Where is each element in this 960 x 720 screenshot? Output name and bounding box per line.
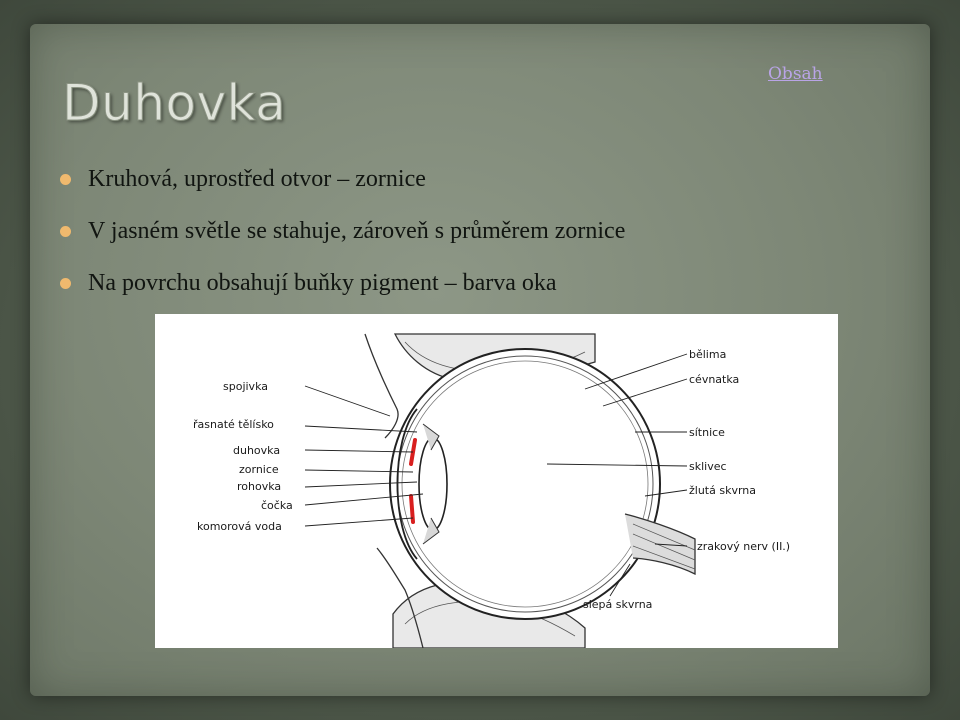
label-zornice: zornice xyxy=(239,463,279,476)
label-cevnatka: cévnatka xyxy=(689,373,740,386)
label-rohovka: rohovka xyxy=(237,480,282,493)
bullet-icon xyxy=(60,278,71,289)
contents-link[interactable]: Obsah xyxy=(768,64,823,84)
label-slepa-skvrna: slepá skvrna xyxy=(583,598,653,611)
bullet-text: Na povrchu obsahují buňky pigment – barva oka xyxy=(88,270,557,296)
eye-diagram-svg xyxy=(155,314,838,648)
label-komorova-voda: komorová voda xyxy=(197,520,282,533)
label-zluta-skvrna: žlutá skvrna xyxy=(689,484,757,497)
bullet-text: Kruhová, uprostřed otvor – zornice xyxy=(88,166,426,192)
label-sklivec: sklivec xyxy=(689,460,727,473)
eyelid-upper xyxy=(365,334,398,438)
eye-diagram xyxy=(155,314,838,648)
label-rasnate-telisko: řasnaté tělísko xyxy=(193,418,274,431)
bullet-item xyxy=(60,166,625,192)
bullet-list xyxy=(60,166,625,322)
label-zrakovy-nerv: zrakový nerv (II.) xyxy=(697,540,791,553)
lens xyxy=(419,438,447,530)
label-duhovka: duhovka xyxy=(233,444,281,457)
bullet-icon xyxy=(60,226,71,237)
bullet-item xyxy=(60,218,625,244)
bullet-text: V jasném světle se stahuje, zároveň s průměrem zornice xyxy=(88,218,626,244)
slide-title: Duhovka xyxy=(62,74,287,132)
label-cocka: čočka xyxy=(261,499,293,512)
bullet-item xyxy=(60,270,625,296)
label-sitnice: sítnice xyxy=(689,426,725,439)
label-belima: bělima xyxy=(689,348,727,361)
bullet-icon xyxy=(60,174,71,185)
label-spojivka: spojivka xyxy=(223,380,268,393)
